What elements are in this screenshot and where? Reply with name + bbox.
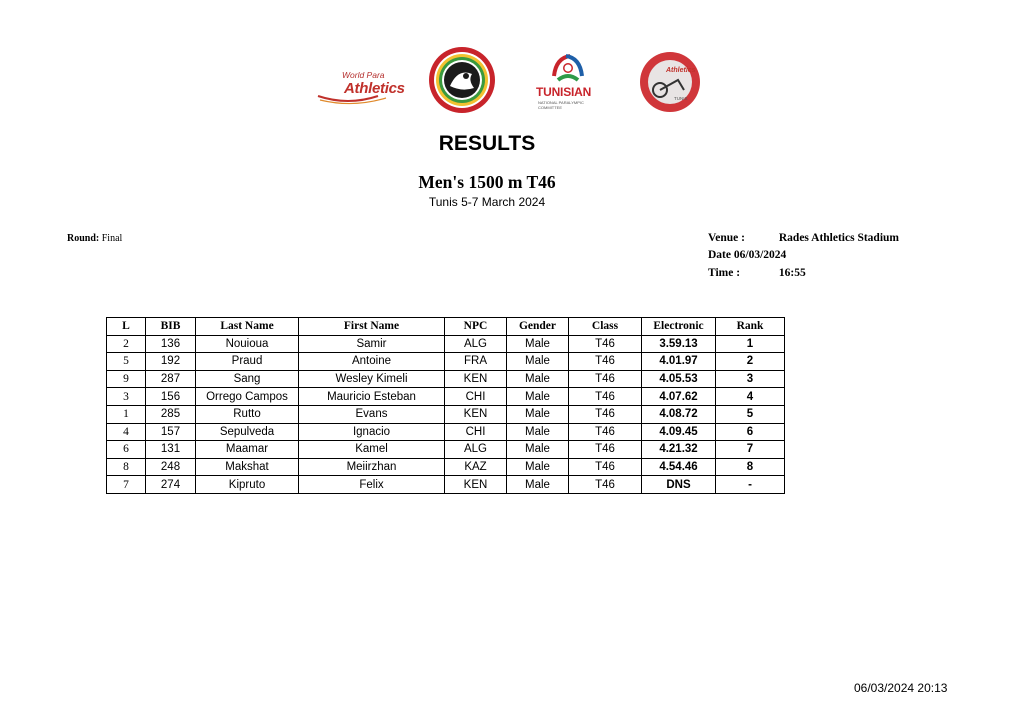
- col-lane-cell: 8: [107, 458, 146, 476]
- col-lane-cell: 4: [107, 423, 146, 441]
- round-label: Round:: [67, 233, 100, 244]
- gp-logo-text: Athletics: [666, 67, 696, 74]
- date-info: [708, 249, 786, 261]
- gp-city-text: TUNIS: [674, 96, 688, 101]
- col-gender-header: Gender: [507, 318, 569, 336]
- col-class-header: Class: [569, 318, 642, 336]
- col-first-name-cell: Wesley Kimeli: [299, 370, 445, 388]
- col-rank-cell: 1: [716, 335, 785, 353]
- col-gender-cell: Male: [507, 423, 569, 441]
- col-lane-cell: 2: [107, 335, 146, 353]
- print-timestamp: 06/03/2024 20:13: [854, 681, 948, 695]
- col-bib-cell: 136: [146, 335, 196, 353]
- col-npc-cell: KEN: [445, 405, 507, 423]
- col-bib-cell: 156: [146, 388, 196, 406]
- wpa-big-text: Athletics: [344, 80, 405, 97]
- col-electronic-cell: 4.01.97: [642, 353, 716, 371]
- tunisian-text: TUNISIAN: [536, 85, 592, 99]
- date-label: Date: [708, 249, 731, 261]
- col-first-name-cell: Meiirzhan: [299, 458, 445, 476]
- table-row: [107, 423, 785, 441]
- tunisian-subtext: NATIONAL PARALYMPIC COMMITTEE: [538, 100, 584, 110]
- col-rank-header: Rank: [716, 318, 785, 336]
- col-bib-cell: 248: [146, 458, 196, 476]
- col-npc-header: NPC: [445, 318, 507, 336]
- col-last-name-cell: Kipruto: [196, 476, 299, 494]
- page-title: RESULTS: [438, 132, 536, 155]
- time-value: 16:55: [778, 267, 806, 279]
- venue-value: Rades Athletics Stadium: [778, 232, 899, 244]
- col-last-name-cell: Praud: [196, 353, 299, 371]
- col-rank-cell: 2: [716, 353, 785, 371]
- venue-info: [708, 232, 899, 244]
- col-bib-cell: 285: [146, 405, 196, 423]
- wpa-small-text: World Para: [342, 70, 385, 80]
- col-npc-cell: CHI: [445, 388, 507, 406]
- time-info: [708, 267, 806, 279]
- col-gender-cell: Male: [507, 370, 569, 388]
- col-class-cell: T46: [569, 388, 642, 406]
- col-lane-cell: 5: [107, 353, 146, 371]
- col-rank-cell: -: [716, 476, 785, 494]
- date-value: 06/03/2024: [733, 249, 787, 261]
- col-last-name-cell: Makshat: [196, 458, 299, 476]
- col-first-name-cell: Felix: [299, 476, 445, 494]
- results-table: [106, 317, 785, 494]
- col-npc-cell: KAZ: [445, 458, 507, 476]
- col-class-cell: T46: [569, 370, 642, 388]
- col-bib-cell: 274: [146, 476, 196, 494]
- col-class-cell: T46: [569, 405, 642, 423]
- col-gender-cell: Male: [507, 458, 569, 476]
- col-rank-cell: 8: [716, 458, 785, 476]
- col-rank-cell: 5: [716, 405, 785, 423]
- col-lane-cell: 1: [107, 405, 146, 423]
- col-class-cell: T46: [569, 335, 642, 353]
- col-electronic-cell: 4.54.46: [642, 458, 716, 476]
- col-bib-cell: 157: [146, 423, 196, 441]
- col-gender-cell: Male: [507, 476, 569, 494]
- table-header-row: [107, 318, 785, 336]
- col-gender-cell: Male: [507, 441, 569, 459]
- col-npc-cell: ALG: [445, 441, 507, 459]
- col-lane-cell: 3: [107, 388, 146, 406]
- col-gender-cell: Male: [507, 388, 569, 406]
- col-electronic-cell: 4.07.62: [642, 388, 716, 406]
- col-rank-cell: 4: [716, 388, 785, 406]
- col-class-cell: T46: [569, 476, 642, 494]
- col-class-cell: T46: [569, 423, 642, 441]
- col-first-name-cell: Ignacio: [299, 423, 445, 441]
- table-row: [107, 370, 785, 388]
- col-last-name-cell: Orrego Campos: [196, 388, 299, 406]
- col-electronic-cell: 4.08.72: [642, 405, 716, 423]
- col-electronic-cell: 4.05.53: [642, 370, 716, 388]
- round-value: Final: [101, 233, 123, 244]
- logo-strip: [300, 44, 720, 116]
- col-bib-header: BIB: [146, 318, 196, 336]
- event-place-dates: Tunis 5-7 March 2024: [428, 195, 546, 209]
- col-last-name-cell: Rutto: [196, 405, 299, 423]
- col-npc-cell: CHI: [445, 423, 507, 441]
- col-npc-cell: ALG: [445, 335, 507, 353]
- col-npc-cell: KEN: [445, 476, 507, 494]
- col-first-name-header: First Name: [299, 318, 445, 336]
- col-lane-cell: 6: [107, 441, 146, 459]
- col-lane-cell: 7: [107, 476, 146, 494]
- col-last-name-cell: Sang: [196, 370, 299, 388]
- col-first-name-cell: Antoine: [299, 353, 445, 371]
- col-last-name-cell: Maamar: [196, 441, 299, 459]
- col-lane-cell: 9: [107, 370, 146, 388]
- tunisian-npc-logo: [532, 50, 604, 112]
- table-row: [107, 335, 785, 353]
- table-row: [107, 441, 785, 459]
- col-rank-cell: 7: [716, 441, 785, 459]
- round-info: [67, 233, 122, 244]
- col-gender-cell: Male: [507, 405, 569, 423]
- table-row: [107, 458, 785, 476]
- col-last-name-cell: Nouioua: [196, 335, 299, 353]
- col-bib-cell: 192: [146, 353, 196, 371]
- table-row: [107, 405, 785, 423]
- venue-label: Venue :: [708, 232, 745, 244]
- time-label: Time :: [708, 267, 741, 279]
- col-rank-cell: 3: [716, 370, 785, 388]
- col-first-name-cell: Samir: [299, 335, 445, 353]
- col-electronic-header: Electronic: [642, 318, 716, 336]
- col-bib-cell: 287: [146, 370, 196, 388]
- col-first-name-cell: Kamel: [299, 441, 445, 459]
- col-electronic-cell: 4.21.32: [642, 441, 716, 459]
- table-row: [107, 476, 785, 494]
- rings-emblem-logo: [428, 46, 496, 114]
- table-row: [107, 353, 785, 371]
- col-gender-cell: Male: [507, 335, 569, 353]
- col-class-cell: T46: [569, 458, 642, 476]
- col-electronic-cell: 3.59.13: [642, 335, 716, 353]
- col-electronic-cell: DNS: [642, 476, 716, 494]
- table-row: [107, 388, 785, 406]
- col-gender-cell: Male: [507, 353, 569, 371]
- col-last-name-cell: Sepulveda: [196, 423, 299, 441]
- col-bib-cell: 131: [146, 441, 196, 459]
- col-rank-cell: 6: [716, 423, 785, 441]
- col-npc-cell: FRA: [445, 353, 507, 371]
- grand-prix-logo: [638, 50, 704, 114]
- col-electronic-cell: 4.09.45: [642, 423, 716, 441]
- col-first-name-cell: Mauricio Esteban: [299, 388, 445, 406]
- col-class-cell: T46: [569, 353, 642, 371]
- col-class-cell: T46: [569, 441, 642, 459]
- col-lane-header: L: [107, 318, 146, 336]
- event-name: Men's 1500 m T46: [418, 172, 556, 192]
- col-last-name-header: Last Name: [196, 318, 299, 336]
- col-npc-cell: KEN: [445, 370, 507, 388]
- col-first-name-cell: Evans: [299, 405, 445, 423]
- world-para-athletics-logo: [308, 62, 418, 106]
